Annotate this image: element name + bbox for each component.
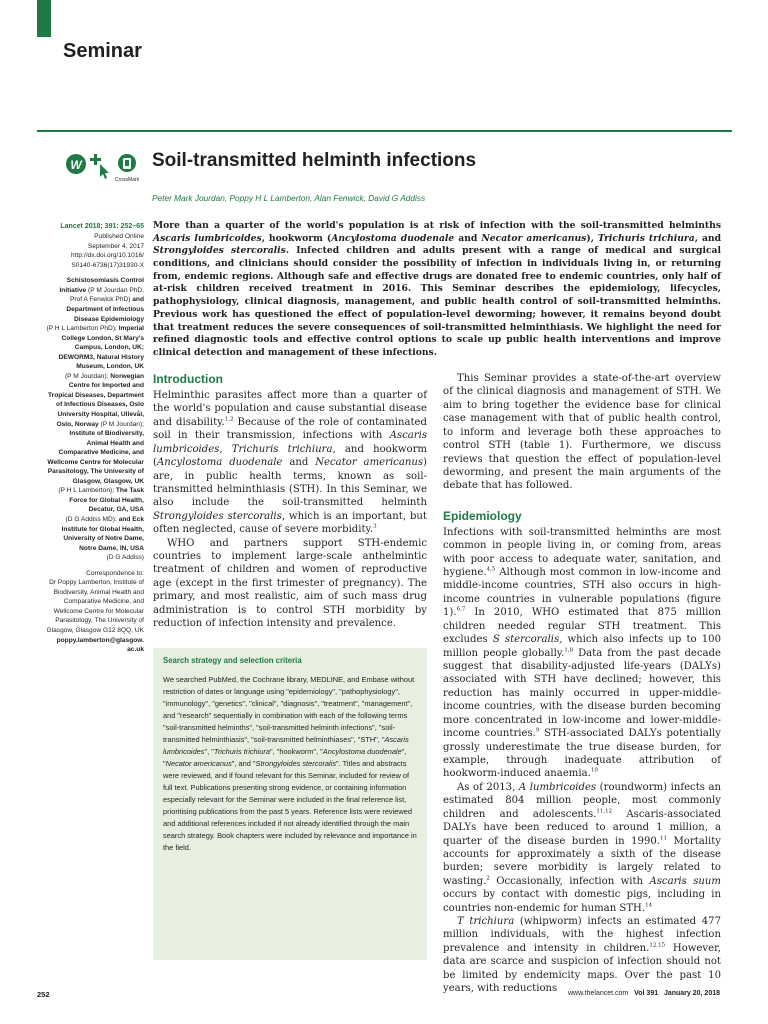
correspondence: Correspondence to: Dr Poppy Lamberton, Institute of Biodiversity, Animal Health and Comparative Medicine, and Wellcome Centre for Molecular Parasitology, The University of Glasgow, Glasgow G12 8QQ, UK poppy.lamberton@glasgow. ac.uk xyxy=(46,569,144,654)
crossmark-label: CrossMark xyxy=(114,177,140,183)
epidemiology-paragraph: T trichiura (whipworm) infects an estimated 477 million individuals, with the highest infection prevalence and intensity in children.$^{12,15}$ However, data are scarce and suspicion of infection should not be limited by endemicity maps. Over the past 10 years, with reductions xyxy=(443,916,721,995)
open-access-icon xyxy=(66,154,86,174)
article-title: Soil-transmitted helminth infections xyxy=(152,150,477,171)
journal-footer xyxy=(520,990,720,997)
journal-volume: Vol 391 xyxy=(634,990,659,997)
page-number: 252 xyxy=(37,990,50,999)
intro-paragraph: Helminthic parasites affect more than a quarter of the world's population and cause substantial disease and disability.$^{1,2}$ Because of the role of contaminated soil in their transmission, infections with Ascaris lumbricoides, Trichuris trichiura, and hookworm (Ancylostoma duodenale and Necator americanus) are, in public health terms, known as soil-transmitted helminthiasis (STH). In this Seminar, we also include the soil-transmitted helminth Strongyloides stercoralis, which is an important, but often neglected, cause of severe morbidity.$^3$ xyxy=(153,390,427,536)
article-sidebar xyxy=(30,222,144,661)
panel-text: We searched PubMed, the Cochrane library, MEDLINE, and Embase without restriction of dates or language using "epidemiology", "pathophysiology", "immunology", "genetics", "clinical", "diagnosis", "treatment", "management", and "research" sequentially in combination with each of the following terms "soil-transmitted helminths", "soil-transmitted helminth infections", "soil-transmitted helminthiasis", "soil-transmitted helminthiases", "STH", "Ascaris lumbricoides", "Trichuris trichiura", "hookworm", "Ancylostoma duodenale", "Necator americanus", and "Strongyloides stercoralis". Titles and abstracts were reviewed, and if found relevant for this Seminar, included for review of full text. Publications presenting strong evidence, or containing information especially relevant for the Seminar were included in the final reference list, prioritising publications from the past 5 years. Reference lists were reviewed and additional references included if not already identified through the main search strategy. Book chapters were included by relevance and importance in the field. xyxy=(163,675,417,852)
epidemiology-paragraph: Infections with soil-transmitted helminths are most common in people living in, or coming from, areas with poor access to adequate water, sanitation, and hygiene.$^{4,5}$ Although most common in low-income and middle-income countries, STH also occurs in high-income countries in vulnerable populations (figure 1).$^{6,7}$ In 2010, WHO estimated that 875 million children needed regular STH treatment. This excludes S stercoralis, which also infects up to 100 million people globally.$^{1,8}$ Data from the past decade suggest that disability-adjusted life-years (DALYs) associated with STH have declined; however, this reduction has mainly occurred in upper-middle-income countries, with the disease burden becoming more concentrated in low-income and lower-middle-income countries.$^9$ STH-associated DALYs potentially grossly underestimate the true disease burden, for example, through inadequate attribution of hookworm-induced anaemia.$^{10}$ xyxy=(443,526,722,780)
correspondence-email[interactable]: poppy.lamberton@glasgow. xyxy=(56,636,144,644)
header-rule xyxy=(37,130,732,132)
correspondence-email-cont[interactable]: ac.uk xyxy=(127,646,144,654)
epidemiology-paragraph: As of 2013, A lumbricoides (roundworm) infects an estimated 804 million people, most commonly children and adolescents.$^{11,12}$ Ascaris-associated DALYs have been reduced to around 1 million, a quarter of the disease burden in 1990.11 Mortality accounts for approximately a sixth of the disease burden; severe morbidity is largely related to wasting.$^2$ Occasionally, infection with Ascaris suum occurs by contact with domestic pigs, including in countries non-endemic for human STH.$^{14}$ xyxy=(443,781,722,914)
abstract: More than a quarter of the world's population is at risk of infection with the soil-transmitted helminths Ascaris lumbricoides, hookworm (Ancylostoma duodenale and Necator americanus), Trichuris trichiura, and Strongyloides stercoralis. Infected children and adults present with a range of medical and surgical conditions, and clinicians should consider the possibility of infection in individuals living in, or returning from, endemic regions. Although safe and effective drugs are donated free to endemic countries, only half of at-risk children received treatment in 2016. This Seminar describes the epidemiology, lifecycles, pathophysiology, clinical diagnosis, management, and public health control of soil-transmitted helminths. Previous work has questioned the effect of population-level deworming; however, it remains beyond doubt that treatment reduces the severe consequences of soil-transmitted helminthiasis. We highlight the need for refined diagnostic tools and effective control options to scale up public health interventions and improve clinical detection and management of these infections. xyxy=(153,220,722,358)
affiliations: Schistosomiasis Control Initiative (P M Jourdan PhD, Prof A Fenwick PhD) and Department of Infectious Disease Epidemiology (P H L Lamberton PhD), Imperial College London, St Mary's Campus, London, UK; DEWORM3, Natural History Museum, London, UK (P M Jourdan); Norwegian Centre for Imported and Tropical Diseases, Department of Infectious Diseases, Oslo University Hospital, Ullevål, Oslo, Norway (P M Jourdan); Institute of Biodiversity, Animal Health and Comparative Medicine, and Wellcome Centre for Molecular Parasitology, The University of Glasgow, Glasgow, UK (P H L Lamberton); The Task Force for Global Health, Decatur, GA, USA (D G Addiss MD); and Eck Institute for Global Health, University of Notre Dame, Notre Dame, IN, USA (D G Addiss) xyxy=(46,277,144,562)
published-date: September 4, 2017 xyxy=(87,242,144,250)
citation: Lancet 2018; 391: 252–65 xyxy=(60,223,144,230)
published-online-label: Published Online xyxy=(94,233,144,241)
search-strategy-panel xyxy=(153,648,427,960)
access-logos xyxy=(64,150,144,186)
journal-date: January 20, 2018 xyxy=(663,990,720,997)
intro-paragraph: WHO and partners support STH-endemic countries to implement large-scale anthelmintic treatment of children and women of reproductive age (except in the first trimester of pregnancy). The primary, and most realistic, aim of such mass drug administration is to control STH morbidity by reduction of infection intensity and prevalence. xyxy=(153,537,427,630)
body-column-right xyxy=(443,372,721,996)
epidemiology-heading: Epidemiology xyxy=(443,508,522,523)
journal-site-link[interactable]: www.thelancet.com xyxy=(567,990,629,997)
author-list: Peter Mark Jourdan, Poppy H L Lamberton, Alan Fenwick, David G Addiss xyxy=(152,193,426,203)
crossmark-badge-icon xyxy=(118,154,136,172)
crossmark-icon xyxy=(90,154,109,179)
section-title: Seminar xyxy=(63,40,142,62)
svg-text:W: W xyxy=(70,158,82,172)
body-column-left xyxy=(153,372,427,631)
introduction-heading: Introduction xyxy=(153,372,223,386)
section-color-bar xyxy=(37,0,51,37)
doi-link[interactable]: http://dx.doi.org/10.1016/ xyxy=(71,252,144,260)
doi-link-cont[interactable]: S0140-6736(17)31930-X xyxy=(71,261,144,269)
panel-title: Search strategy and selection criteria xyxy=(163,656,302,665)
overview-paragraph: This Seminar provides a state-of-the-art overview of the clinical diagnosis and management of STH. We aim to bring together the evidence base for clinical case management with that of public health control, to inform and leverage both these approaches to control STH (table 1). Furthermore, we discuss reviews that question the effect of population-level deworming, and present the main arguments of the debate that has followed. xyxy=(443,373,721,492)
